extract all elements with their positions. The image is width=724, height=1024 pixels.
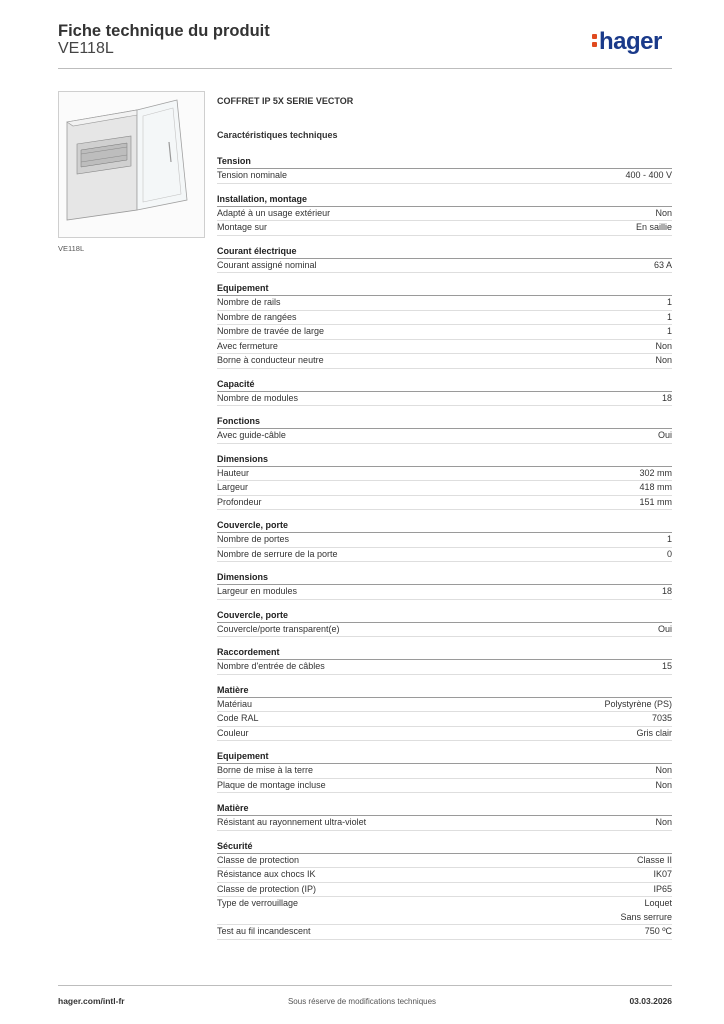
logo-text: hager xyxy=(599,28,662,55)
spec-group xyxy=(217,840,672,940)
spec-group-title: Couvercle, porte xyxy=(217,519,672,533)
spec-group xyxy=(217,155,672,184)
spec-label: Nombre de serrure de la porte xyxy=(217,548,338,559)
spec-value: Non xyxy=(655,340,672,351)
spec-group-title: Couvercle, porte xyxy=(217,609,672,623)
spec-row xyxy=(217,207,672,222)
spec-row xyxy=(217,660,672,675)
spec-group-title: Installation, montage xyxy=(217,193,672,207)
spec-row xyxy=(217,623,672,638)
spec-label: Courant assigné nominal xyxy=(217,259,317,270)
spec-row xyxy=(217,897,672,925)
footer-divider xyxy=(58,985,672,986)
spec-label: Type de verrouillage xyxy=(217,898,299,908)
page-title: Fiche technique du produit xyxy=(58,22,270,40)
spec-row xyxy=(217,325,672,340)
enclosure-illustration xyxy=(59,92,204,237)
footer-date: 03.03.2026 xyxy=(629,996,672,1006)
spec-value: Non xyxy=(655,207,672,218)
spec-value: 7035 xyxy=(651,713,672,723)
spec-label: Test au fil incandescent xyxy=(217,926,311,936)
spec-row xyxy=(217,816,672,831)
spec-row xyxy=(217,868,672,883)
spec-value: 418 mm xyxy=(639,482,672,492)
spec-group xyxy=(217,453,672,511)
spec-row xyxy=(217,296,672,311)
spec-value: Gris clair xyxy=(636,727,672,738)
spec-label: Nombre de rangées xyxy=(217,311,297,322)
spec-label: Nombre de rails xyxy=(217,297,281,307)
spec-row xyxy=(217,354,672,369)
spec-value: 302 mm xyxy=(639,467,672,478)
spec-row xyxy=(217,548,672,563)
spec-row xyxy=(217,883,672,898)
spec-value: 151 mm xyxy=(639,496,672,507)
header-divider xyxy=(58,68,672,69)
spec-value: Oui xyxy=(657,430,672,440)
spec-label: Classe de protection (IP) xyxy=(217,883,317,894)
spec-row xyxy=(217,925,672,940)
spec-group xyxy=(217,750,672,793)
spec-value: Loquet Sans serrure xyxy=(620,898,672,922)
spec-value: 750 ºC xyxy=(644,926,672,936)
spec-row xyxy=(217,533,672,548)
spec-row xyxy=(217,467,672,482)
spec-label: Avec guide-câble xyxy=(217,430,286,440)
spec-row xyxy=(217,712,672,727)
spec-value: 1 xyxy=(666,326,672,336)
spec-row xyxy=(217,698,672,713)
spec-group-title: Sécurité xyxy=(217,840,672,854)
spec-label: Résistance aux chocs IK xyxy=(217,869,316,879)
spec-label: Largeur xyxy=(217,482,249,492)
spec-label: Tension nominale xyxy=(217,170,288,180)
spec-label: Nombre de modules xyxy=(217,392,299,403)
spec-value: Polystyrène (PS) xyxy=(604,698,672,709)
spec-group-title: Equipement xyxy=(217,282,672,296)
spec-value: 18 xyxy=(661,586,672,596)
spec-row xyxy=(217,764,672,779)
spec-group-title: Matière xyxy=(217,802,672,816)
spec-label: Matériau xyxy=(217,698,253,709)
section-title: Caractéristiques techniques xyxy=(217,130,338,140)
spec-label: Avec fermeture xyxy=(217,340,278,351)
spec-value: 63 A xyxy=(653,259,672,270)
spec-row xyxy=(217,221,672,236)
spec-row xyxy=(217,392,672,407)
spec-row xyxy=(217,259,672,274)
spec-label: Borne de mise à la terre xyxy=(217,765,314,775)
spec-value: 1 xyxy=(666,297,672,307)
hager-logo[interactable] xyxy=(592,28,662,56)
spec-group xyxy=(217,282,672,369)
specifications xyxy=(217,96,672,940)
spec-group-title: Tension xyxy=(217,155,672,169)
spec-row xyxy=(217,854,672,869)
spec-label: Couvercle/porte transparent(e) xyxy=(217,623,340,634)
spec-label: Largeur en modules xyxy=(217,586,298,596)
spec-value: Oui xyxy=(657,623,672,634)
spec-label: Plaque de montage incluse xyxy=(217,779,326,790)
footer-website-link[interactable]: hager.com/intl-fr xyxy=(58,996,125,1006)
spec-group-title: Equipement xyxy=(217,750,672,764)
spec-group xyxy=(217,415,672,444)
spec-group-title: Capacité xyxy=(217,378,672,392)
spec-group xyxy=(217,245,672,274)
logo-dots-icon xyxy=(592,31,598,49)
spec-group xyxy=(217,519,672,562)
spec-label: Hauteur xyxy=(217,467,250,478)
spec-group-title: Dimensions xyxy=(217,453,672,467)
product-name: COFFRET IP 5X SERIE VECTOR xyxy=(217,96,354,106)
footer-disclaimer: Sous réserve de modifications techniques xyxy=(287,997,437,1006)
spec-value: 1 xyxy=(666,534,672,544)
spec-label: Borne à conducteur neutre xyxy=(217,355,324,365)
spec-row xyxy=(217,429,672,444)
spec-group-title: Fonctions xyxy=(217,415,672,429)
spec-label: Couleur xyxy=(217,727,249,738)
spec-group xyxy=(217,646,672,675)
spec-value: Non xyxy=(655,779,672,790)
spec-value: 400 - 400 V xyxy=(625,170,672,180)
product-image xyxy=(58,91,205,238)
spec-value: IK07 xyxy=(653,869,672,879)
spec-label: Résistant au rayonnement ultra-violet xyxy=(217,817,367,827)
spec-label: Nombre de travée de large xyxy=(217,326,325,336)
spec-row xyxy=(217,779,672,794)
spec-group xyxy=(217,378,672,407)
spec-group xyxy=(217,571,672,600)
image-caption: VE118L xyxy=(58,244,85,253)
spec-group-title: Raccordement xyxy=(217,646,672,660)
spec-row xyxy=(217,311,672,326)
spec-label: Classe de protection xyxy=(217,854,300,865)
spec-row xyxy=(217,340,672,355)
spec-value: 1 xyxy=(666,311,672,322)
spec-label: Nombre d'entrée de câbles xyxy=(217,661,325,671)
spec-row xyxy=(217,481,672,496)
spec-group xyxy=(217,802,672,831)
spec-value: Non xyxy=(655,765,672,775)
spec-value: En saillie xyxy=(635,222,672,232)
spec-label: Adapté à un usage extérieur xyxy=(217,207,331,218)
spec-row xyxy=(217,727,672,742)
spec-groups xyxy=(217,155,672,940)
spec-value: Classe II xyxy=(636,854,672,865)
spec-label: Profondeur xyxy=(217,496,262,507)
spec-value: 15 xyxy=(661,661,672,671)
spec-group-title: Courant électrique xyxy=(217,245,672,259)
spec-value: 18 xyxy=(661,392,672,403)
spec-value: Non xyxy=(655,355,672,365)
spec-value: Non xyxy=(655,817,672,827)
spec-group xyxy=(217,684,672,742)
spec-label: Nombre de portes xyxy=(217,534,290,544)
spec-group-title: Matière xyxy=(217,684,672,698)
spec-row xyxy=(217,496,672,511)
spec-row xyxy=(217,169,672,184)
spec-label: Code RAL xyxy=(217,713,259,723)
spec-label: Montage sur xyxy=(217,222,268,232)
spec-group xyxy=(217,193,672,236)
spec-group xyxy=(217,609,672,638)
product-reference: VE118L xyxy=(58,40,114,57)
spec-value: IP65 xyxy=(653,883,672,894)
spec-row xyxy=(217,585,672,600)
spec-group-title: Dimensions xyxy=(217,571,672,585)
spec-value: 0 xyxy=(666,548,672,559)
